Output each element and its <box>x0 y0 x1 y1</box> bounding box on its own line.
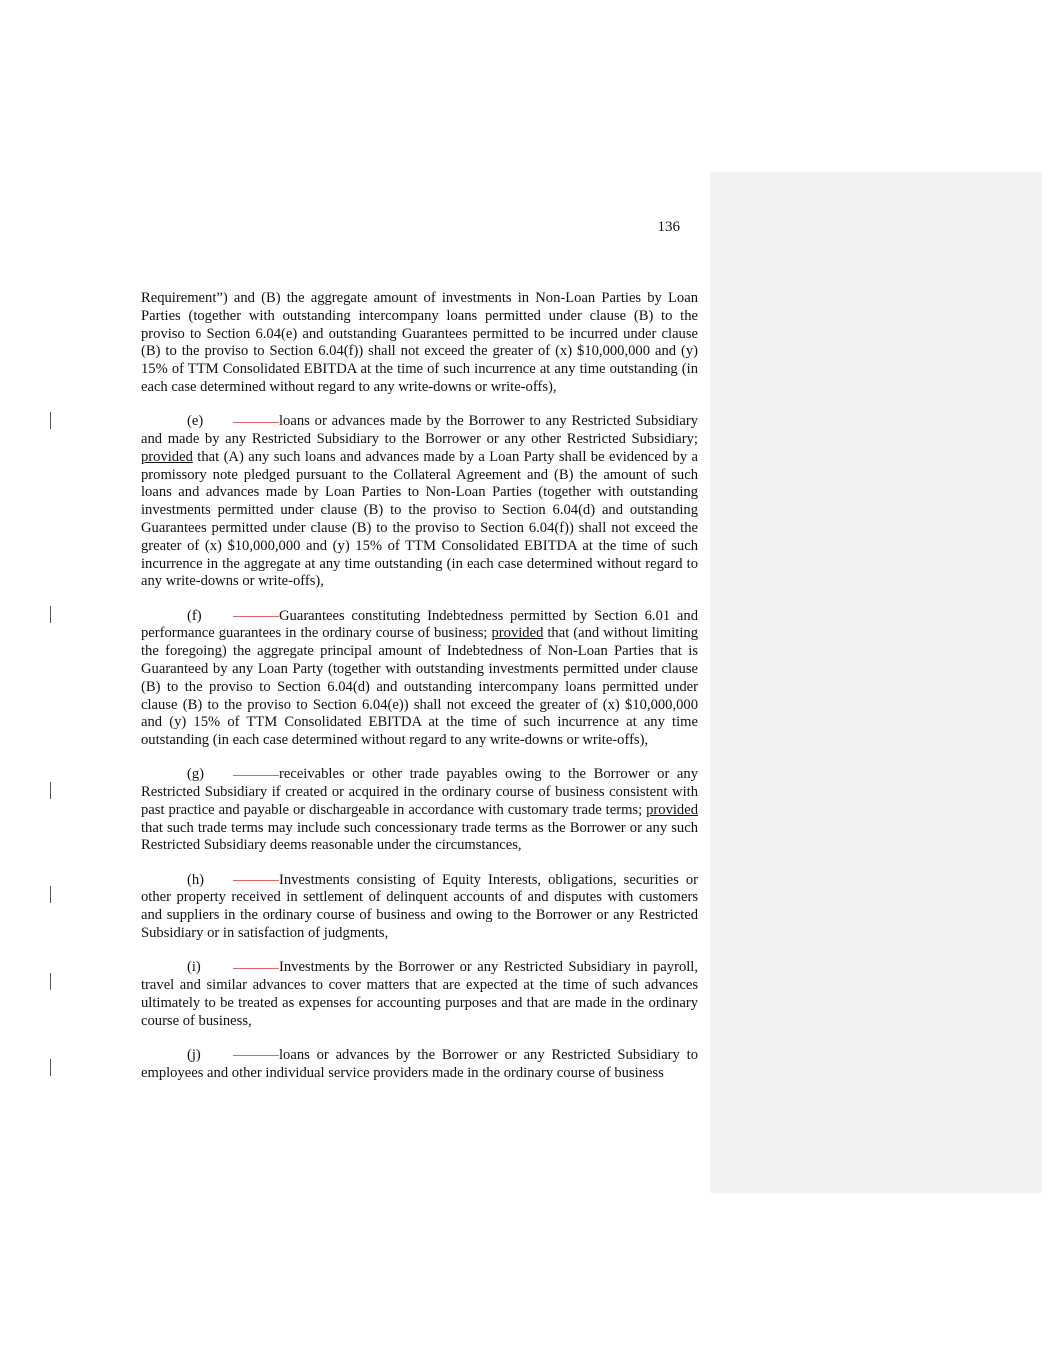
change-bar-j <box>50 1059 51 1076</box>
paragraph-j-text: loans or advances by the Borrower or any Restricted Subsidiary to employees and other individual service providers made in the ordinary course of business <box>141 1046 698 1081</box>
paragraph-g <box>141 766 698 855</box>
provided-term-e: provided <box>141 448 193 465</box>
paragraph-intro <box>141 290 698 397</box>
paragraph-f <box>141 608 698 750</box>
paragraph-j <box>141 1047 698 1083</box>
change-bar-f <box>50 606 51 623</box>
change-bar-h <box>50 886 51 903</box>
paragraph-f-text-cont: that (and without limiting the foregoing) the aggregate principal amount of Indebtedness of Non-Loan Parties that is Guaranteed by any Loan Party (together with outstanding investments permitted under clause (B) to the proviso to Section 6.04(d) and outstanding intercompany loans permitted under clause (B) to the proviso to Section 6.04(e)) shall not exceed the greater of (x) $10,000,000 and (y) 15% of TTM Consolidated EBITDA at the time of such incurrence at any time outstanding (in each case determined without regard to any write-downs or write-offs), <box>141 625 698 749</box>
page-number: 136 <box>657 219 680 235</box>
paragraph-g-text-cont: that such trade terms may include such concessionary trade terms as the Borrower or any such Restricted Subsidiary deems reasonable under the circumstances, <box>141 819 698 854</box>
tab-leader-g <box>233 774 279 776</box>
paragraph-i-text: Investments by the Borrower or any Restricted Subsidiary in payroll, travel and similar advances to cover matters that are expected at the time of such advances ultimately to be treated as expenses for accounting purposes and that are made in the ordinary course of business, <box>141 959 698 1029</box>
clause-label-e: (e) <box>187 413 204 430</box>
paragraph-e <box>141 413 698 591</box>
tab-leader-f <box>233 615 279 617</box>
change-bar-g <box>50 782 51 799</box>
clause-label-j: (j) <box>187 1046 201 1063</box>
paragraph-g-text: receivables or other trade payables owing to the Borrower or any Restricted Subsidiary if created or acquired in the ordinary course of business consistent with past practice and payable or dischargeable in accordance with customary trade terms; <box>141 766 698 818</box>
change-bar-e <box>50 412 51 429</box>
comment-pane <box>710 172 1042 1193</box>
clause-label-i: (i) <box>187 959 201 976</box>
clause-label-h: (h) <box>187 871 205 888</box>
paragraph-e-text: loans or advances made by the Borrower to any Restricted Subsidiary and made by any Restricted Subsidiary to the Borrower or any other Restricted Subsidiary; <box>141 413 698 447</box>
tab-leader-e <box>233 421 279 423</box>
paragraph-i <box>141 959 698 1030</box>
clause-label-g: (g) <box>187 766 205 783</box>
paragraph-h-text: Investments consisting of Equity Interests, obligations, securities or other property received in settlement of delinquent accounts of and disputes with customers and suppliers in the ordinary course of business and owing to the Borrower or any Restricted Subsidiary or in satisfaction of judgments, <box>141 871 698 942</box>
clause-label-f: (f) <box>187 607 202 624</box>
paragraph-h <box>141 872 698 943</box>
tab-leader-i <box>233 967 279 969</box>
tab-leader-j <box>233 1054 279 1056</box>
paragraph-e-text-cont: that (A) any such loans and advances made by a Loan Party shall be evidenced by a promissory note pledged pursuant to the Collateral Agreement and (B) the amount of such loans and advances made by Loan Parties to Non-Loan Parties (together with outstanding investments permitted under clause (B) to the proviso to Section 6.04(d) and outstanding Guarantees permitted under clause (B) to the proviso to Section 6.04(f)) shall not exceed the greater of (x) $10,000,000 and (y) 15% of TTM Consolidated EBITDA at the time of such incurrence in the aggregate at any time outstanding (in each case determined without regard to any write-downs or write-offs), <box>141 448 698 590</box>
paragraph-f-text: Guarantees constituting Indebtedness permitted by Section 6.01 and performance guarantees in the ordinary course of business; <box>141 607 698 642</box>
tab-leader-h <box>233 879 279 881</box>
provided-term-f: provided <box>491 625 544 642</box>
provided-term-g: provided <box>646 801 698 818</box>
paragraph-intro-text: Requirement”) and (B) the aggregate amount of investments in Non-Loan Parties by Loan Parties (together with outstanding intercompany loans permitted under clause (B) to the proviso to Section 6.04(e) and outstanding Guarantees permitted to be incurred under clause (B) to the proviso to Section 6.04(f)) shall not exceed the greater of (x) $10,000,000 and (y) 15% of TTM Consolidated EBITDA at the time of such incurrence at any time outstanding (in each case determined without regard to any write-downs or write-offs), <box>141 290 698 395</box>
document-body <box>141 290 698 1082</box>
change-bar-i <box>50 973 51 990</box>
